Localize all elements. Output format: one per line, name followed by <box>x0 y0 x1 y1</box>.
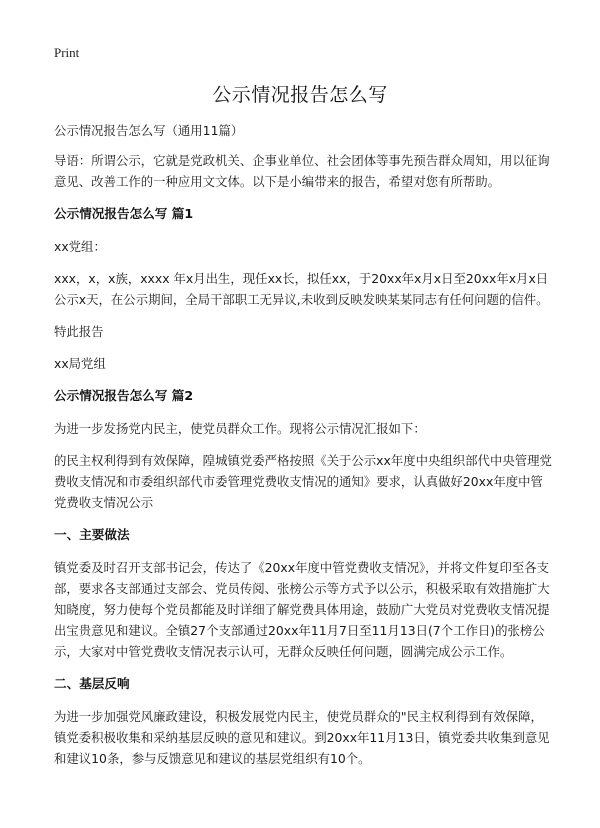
intro-paragraph: 导语：所谓公示，它就是党政机关、企事业单位、社会团体等事先预告群众周知，用以征询意见、改善工作的一种应用文文体。以下是小编带来的报告，希望对您有所帮助。 <box>54 153 550 189</box>
subsection-heading-main-practice: 一、主要做法 <box>54 527 130 542</box>
salutation: xx党组： <box>54 239 106 254</box>
closing-line: 特此报告 <box>54 324 104 339</box>
section2-paragraph-2: 的民主权利得到有效保障，隍城镇党委严格按照《关于公示xx年度中央组织部代中央管理党费收支情况和市委组织部代市委管理党费收支情况的通知》要求，认真做好20xx年度中管党费收支情况公示 <box>54 453 552 510</box>
document-subtitle: 公示情况报告怎么写（通用11篇） <box>54 123 244 138</box>
section-heading-2: 公示情况报告怎么写 篇2 <box>54 388 194 403</box>
print-label: Print <box>54 45 80 60</box>
document-body <box>54 120 554 780</box>
signature-line: xx局党组 <box>54 356 106 371</box>
section1-paragraph: xxx，x，x族，xxxx 年x月出生，现任xx长，拟任xx，于20xx年x月x日至20xx年x月x日公示x天，在公示期间，全局干部职工无异议,未收到反映发映某某同志有任何问题的信件。 <box>54 271 549 307</box>
subsection-paragraph-main-practice: 镇党委及时召开支部书记会，传达了《20xx年度中管党费收支情况》，并将文件复印至各支部，要求各支部通过支部会、党员传阅、张榜公示等方式予以公示，积极采取有效措施扩大知晓度，努力使每个党员都能及时详细了解党费具体用途，鼓励广大党员对党费收支情况提出宝贵意见和建议。全镇27个支部通过20xx年11月7日至11月13日(7个工作日)的张榜公示，大家对中管党费收支情况表示认可，无群众反映任何问题，圆满完成公示工作。 <box>54 560 550 659</box>
subsection-heading-feedback: 二、基层反响 <box>54 676 130 691</box>
document-title: 公示情况报告怎么写 <box>212 84 388 106</box>
section-heading-1: 公示情况报告怎么写 篇1 <box>54 206 194 221</box>
subsection-paragraph-feedback: 为进一步加强党风廉政建设，积极发展党内民主，使党员群众的"民主权利得到有效保障，镇党委积极收集和采纳基层反映的意见和建议。到20xx年11月13日，镇党委共收集到意见和建议10条，参与反馈意见和建议的基层党组织有10个。 <box>54 709 550 766</box>
section2-paragraph-1: 为进一步发扬党内民主，使党员群众工作。现将公示情况汇报如下： <box>54 421 426 436</box>
